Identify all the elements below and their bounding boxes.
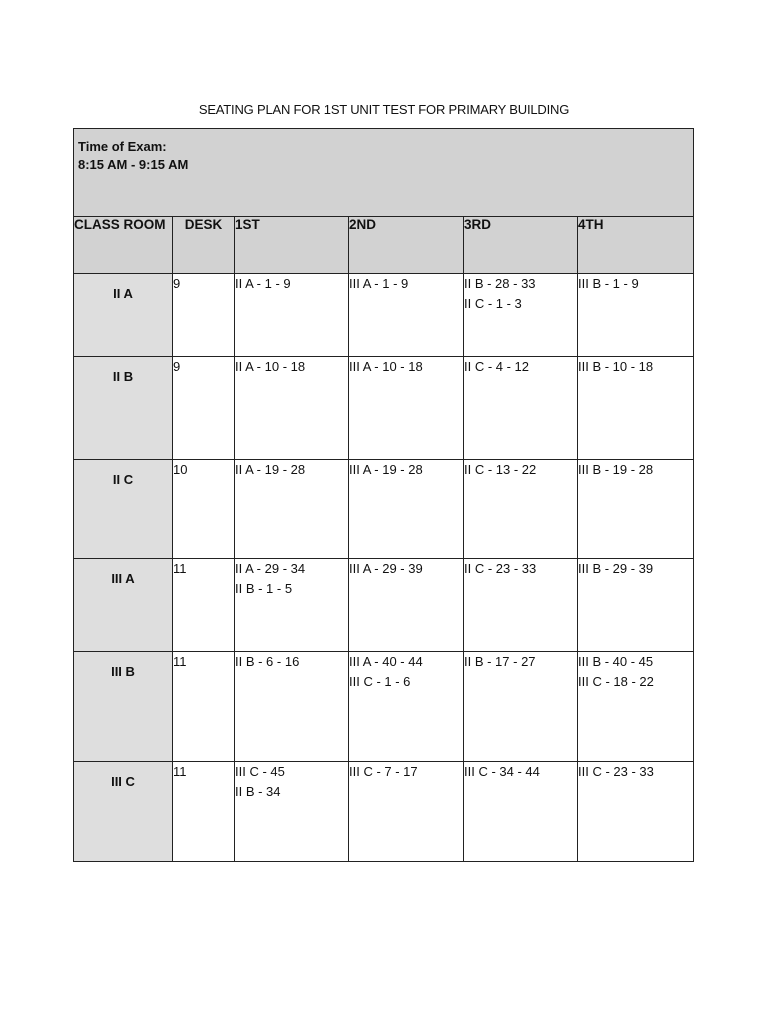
seat-cell-first — [235, 559, 349, 652]
seat-range: II B - 28 - 33 — [464, 276, 536, 291]
seating-plan-table — [73, 128, 694, 862]
desk-cell: 9 — [173, 357, 235, 460]
seat-range: III A - 29 - 39 — [349, 561, 423, 576]
header-4th: 4TH — [578, 217, 694, 274]
seat-cell-third — [464, 460, 578, 559]
seat-cell-first — [235, 274, 349, 357]
seat-cell-second — [349, 559, 464, 652]
seat-range: III C - 18 - 22 — [578, 674, 654, 689]
seat-range: III A - 10 - 18 — [349, 359, 423, 374]
seat-cell-second — [349, 357, 464, 460]
header-row — [74, 217, 694, 274]
table-row — [74, 652, 694, 762]
desk-cell: 11 — [173, 762, 235, 862]
seat-cell-third — [464, 559, 578, 652]
seat-range: II A - 19 - 28 — [235, 462, 306, 477]
seat-range: III C - 23 - 33 — [578, 764, 654, 779]
seat-range: III C - 34 - 44 — [464, 764, 540, 779]
seat-range: II A - 1 - 9 — [235, 276, 291, 291]
seat-cell-fourth — [578, 559, 694, 652]
seat-cell-fourth — [578, 357, 694, 460]
header-1st: 1ST — [235, 217, 349, 274]
seat-range: II C - 1 - 3 — [464, 296, 522, 311]
seat-range: III B - 29 - 39 — [578, 561, 654, 576]
seat-cell-second — [349, 652, 464, 762]
classroom-cell: III C — [74, 762, 173, 862]
table-row — [74, 357, 694, 460]
seat-range: III B - 40 - 45 — [578, 654, 654, 669]
seat-cell-fourth — [578, 274, 694, 357]
seat-range: III B - 1 - 9 — [578, 276, 639, 291]
table-row — [74, 559, 694, 652]
time-row — [74, 129, 694, 217]
seat-range: III B - 10 - 18 — [578, 359, 654, 374]
classroom-cell: II B — [74, 357, 173, 460]
classroom-cell: III B — [74, 652, 173, 762]
classroom-cell: II C — [74, 460, 173, 559]
classroom-cell: II A — [74, 274, 173, 357]
seat-range: III A - 19 - 28 — [349, 462, 423, 477]
header-desk: DESK — [173, 217, 235, 274]
seat-range: II A - 29 - 34 — [235, 561, 306, 576]
desk-cell: 11 — [173, 559, 235, 652]
time-label: Time of Exam: — [78, 139, 167, 154]
seat-cell-first — [235, 460, 349, 559]
seat-cell-fourth — [578, 652, 694, 762]
desk-cell: 10 — [173, 460, 235, 559]
seat-cell-third — [464, 762, 578, 862]
seat-cell-second — [349, 460, 464, 559]
seat-cell-fourth — [578, 762, 694, 862]
desk-cell: 11 — [173, 652, 235, 762]
classroom-cell: III A — [74, 559, 173, 652]
table-body — [74, 274, 694, 862]
seat-range: III C - 45 — [235, 764, 285, 779]
seat-cell-fourth — [578, 460, 694, 559]
header-3rd: 3RD — [464, 217, 578, 274]
seat-range: III C - 7 - 17 — [349, 764, 418, 779]
desk-cell: 9 — [173, 274, 235, 357]
header-2nd: 2ND — [349, 217, 464, 274]
seat-range: II C - 4 - 12 — [464, 359, 530, 374]
time-of-exam-cell — [74, 129, 694, 217]
page-title: SEATING PLAN FOR 1ST UNIT TEST FOR PRIMARY BUILDING — [198, 102, 570, 117]
table-row — [74, 460, 694, 559]
seat-cell-first — [235, 357, 349, 460]
seat-cell-second — [349, 762, 464, 862]
table-row — [74, 274, 694, 357]
seat-cell-first — [235, 762, 349, 862]
seat-range: II A - 10 - 18 — [235, 359, 306, 374]
seat-range: II B - 34 — [235, 784, 281, 799]
seat-range: II B - 6 - 16 — [235, 654, 300, 669]
time-value: 8:15 AM - 9:15 AM — [78, 157, 189, 172]
seat-cell-third — [464, 652, 578, 762]
seat-cell-first — [235, 652, 349, 762]
seat-range: II C - 13 - 22 — [464, 462, 537, 477]
seat-range: III C - 1 - 6 — [349, 674, 411, 689]
seat-range: III A - 40 - 44 — [349, 654, 423, 669]
seat-cell-second — [349, 274, 464, 357]
header-classroom: CLASS ROOM — [74, 217, 173, 274]
seat-range: III B - 19 - 28 — [578, 462, 654, 477]
seat-range: II B - 17 - 27 — [464, 654, 536, 669]
seat-cell-third — [464, 357, 578, 460]
seat-range: III A - 1 - 9 — [349, 276, 409, 291]
seat-range: II B - 1 - 5 — [235, 581, 293, 596]
seat-range: II C - 23 - 33 — [464, 561, 537, 576]
seat-cell-third — [464, 274, 578, 357]
table-row — [74, 762, 694, 862]
